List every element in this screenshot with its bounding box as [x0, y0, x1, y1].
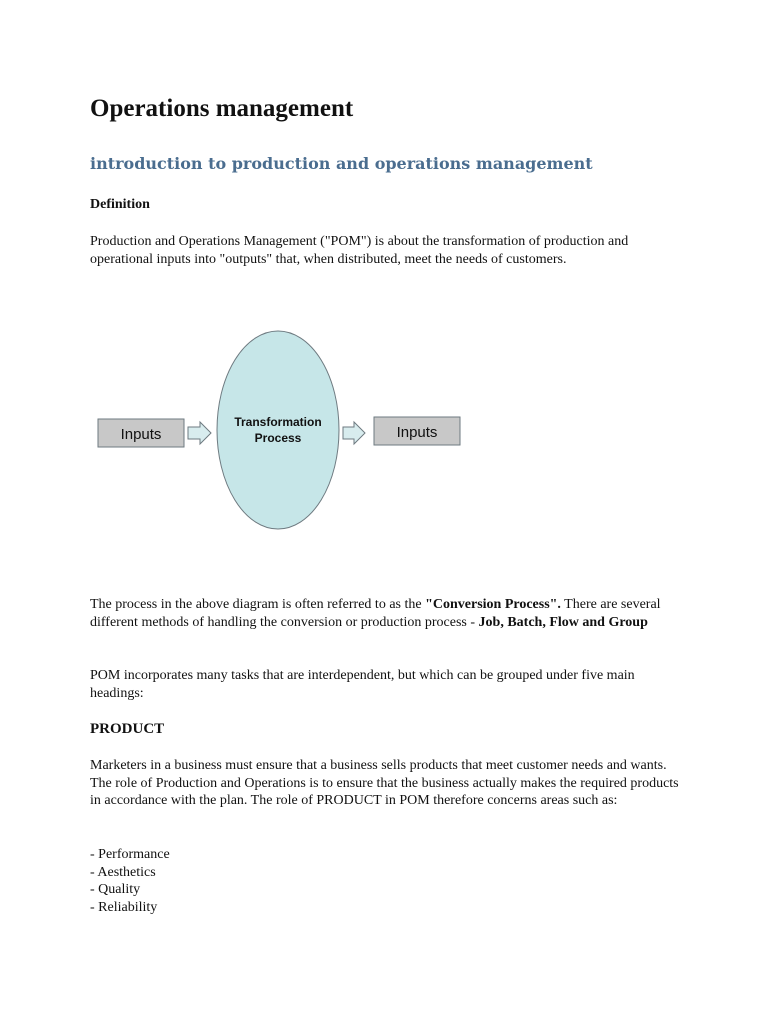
conversion-bold-1: "Conversion Process".	[425, 597, 561, 612]
definition-paragraph: Production and Operations Management ("POM") is about the transformation of production and operational inputs into "outputs" that, when distributed, meet the needs of customers.	[90, 234, 629, 267]
list-item: - Performance	[90, 847, 170, 862]
ellipse-label-line2: Process	[254, 431, 302, 445]
transformation-diagram	[90, 325, 470, 535]
arrow-right-icon	[343, 422, 365, 444]
conversion-text-1: The process in the above diagram is often referred to as the	[90, 597, 426, 612]
product-paragraph: Marketers in a business must ensure that a business sells products that meet customer needs and wants. The role of Production and Operations is to ensure that the business actually makes the required products in accordance with the plan. The role of PRODUCT in POM therefore concerns areas such as:	[90, 758, 679, 808]
definition-heading: Definition	[90, 197, 150, 212]
conversion-paragraph	[90, 596, 690, 631]
inputs-box-left-label: Inputs	[120, 426, 162, 443]
headings-paragraph: POM incorporates many tasks that are interdependent, but which can be grouped under five main headings:	[90, 668, 635, 701]
list-item: - Quality	[90, 882, 141, 897]
section-subtitle: introduction to production and operations management	[90, 154, 593, 173]
conversion-text-2: There are several different methods of handling the conversion or production process -	[90, 597, 661, 630]
list-item: - Reliability	[90, 899, 158, 915]
conversion-bold-2: Job, Batch, Flow and Group	[478, 614, 648, 630]
arrow-right-icon	[188, 422, 211, 444]
product-list	[90, 846, 170, 916]
product-heading: PRODUCT	[90, 721, 165, 737]
ellipse-label-line1: Transformation	[234, 415, 322, 429]
page-title: Operations management	[90, 95, 354, 122]
transformation-ellipse	[217, 331, 339, 529]
list-item: - Aesthetics	[90, 864, 156, 880]
inputs-box-right-label: Inputs	[396, 424, 438, 441]
